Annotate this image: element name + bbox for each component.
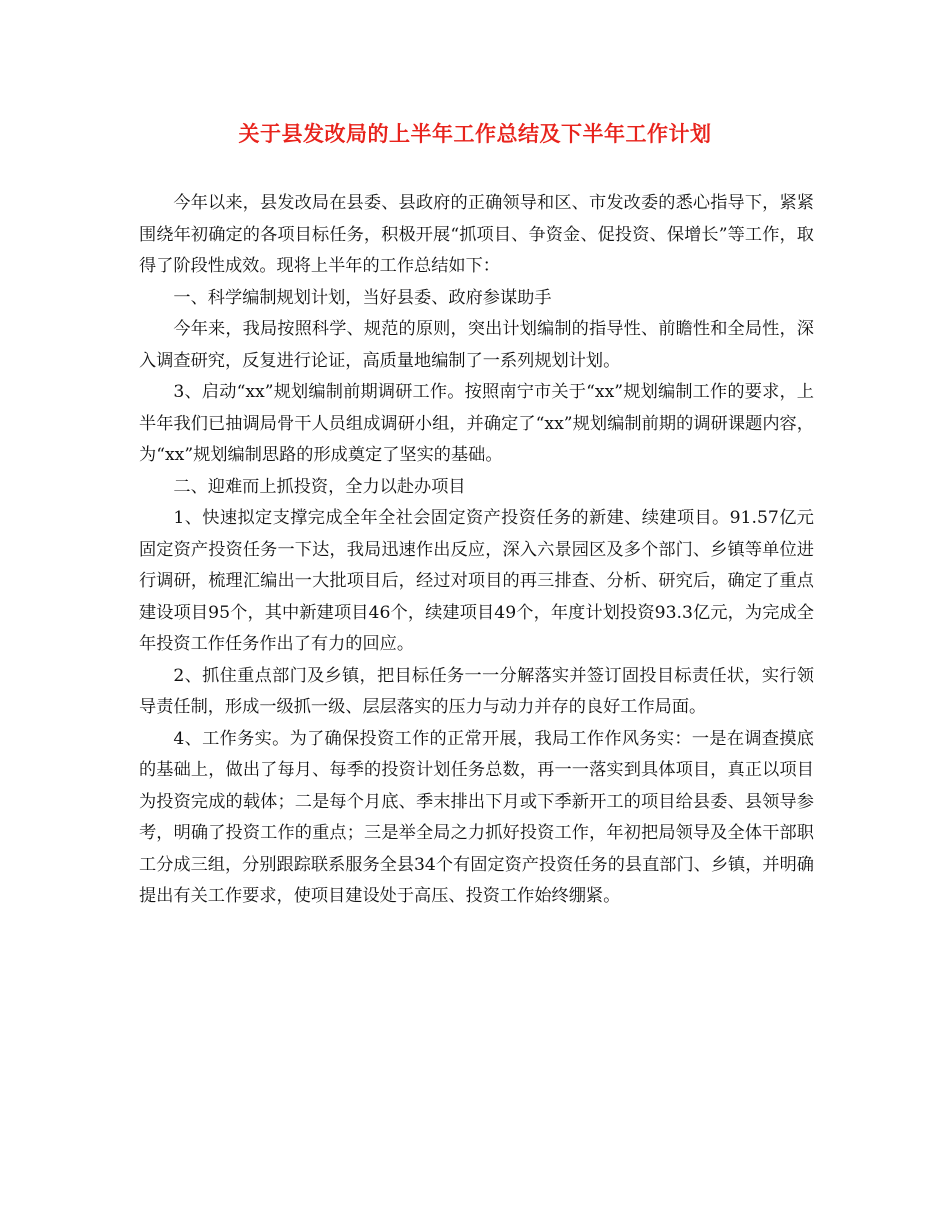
document-body — [139, 188, 814, 913]
paragraph-item-4-practical: 4、工作务实。为了确保投资工作的正常开展，我局工作作风务实：一是在调查摸底的基础上，做出了每月、每季的投资计划任务总数，再一一落实到具体项目，真正以项目为投资完成的载体；二是每个月底、季末排出下月或下季新开工的项目给县委、县领导参考，明确了投资工作的重点；三是举全局之力抓好投资工作，年初把局领导及全体干部职工分成三组，分别跟踪联系服务全县34个有固定资产投资任务的县直部门、乡镇，并明确提出有关工作要求，使项目建设处于高压、投资工作始终绷紧。 — [139, 728, 814, 906]
section-heading-1: 一、科学编制规划计划，当好县委、政府参谋助手 — [173, 287, 552, 308]
section-heading-2: 二、迎难而上抓投资，全力以赴办项目 — [173, 476, 466, 497]
paragraph-item-3-research: 3、启动“xx”规划编制前期调研工作。按照南宁市关于“xx”规划编制工作的要求，上半年我们已抽调局骨干人员组成调研小组，并确定了“xx”规划编制前期的调研课题内容，为“xx”规划编制思路的形成奠定了坚实的基础。 — [139, 382, 814, 465]
paragraph-item-1-projects: 1、快速拟定支撑完成全年全社会固定资产投资任务的新建、续建项目。91.57亿元固定资产投资任务一下达，我局迅速作出反应，深入六景园区及多个部门、乡镇等单位进行调研，梳理汇编出一大批项目后，经过对项目的再三排查、分析、研究后，确定了重点建设项目95个，其中新建项目46个，续建项目49个，年度计划投资93.3亿元，为完成全年投资工作任务作出了有力的回应。 — [139, 508, 814, 654]
document-title: 关于县发改局的上半年工作总结及下半年工作计划 — [238, 121, 712, 146]
paragraph-item-2-responsibility: 2、抓住重点部门及乡镇，把目标任务一一分解落实并签订固投目标责任状，实行领导责任制，形成一级抓一级、层层落实的压力与动力并存的良好工作局面。 — [139, 665, 814, 717]
paragraph-intro: 今年以来，县发改局在县委、县政府的正确领导和区、市发改委的悉心指导下，紧紧围绕年初确定的各项目标任务，积极开展“抓项目、争资金、促投资、保增长”等工作，取得了阶段性成效。现将上半年的工作总结如下： — [139, 193, 814, 276]
paragraph-planning: 今年来，我局按照科学、规范的原则，突出计划编制的指导性、前瞻性和全局性，深入调查研究，反复进行论证，高质量地编制了一系列规划计划。 — [139, 319, 814, 371]
